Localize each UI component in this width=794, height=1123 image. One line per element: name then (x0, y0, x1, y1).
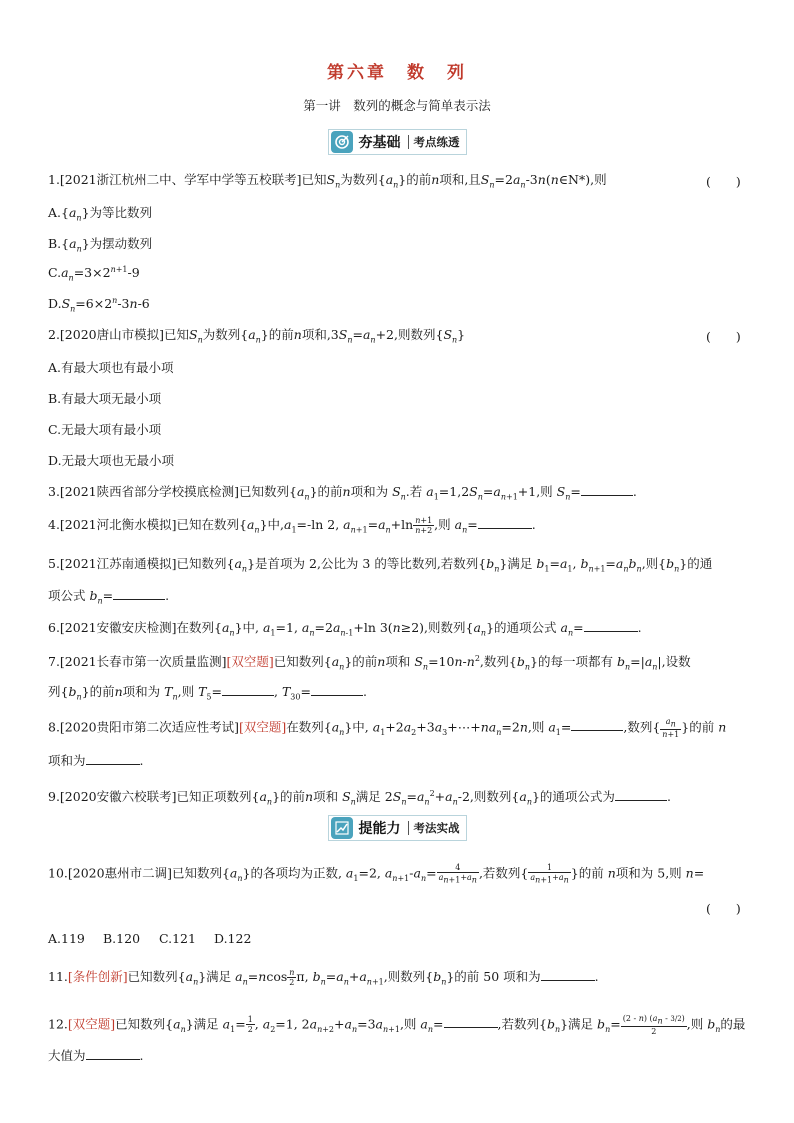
question-12: 12.[双空题]已知数列$\{a_n\}$满足 $a_1=$ $\frac{1}{2}$ , $a_2=1$, $2a_{n+2}+a_n=3a_{n+1}$,则 $a_n=$ ,若数列$\{b_n\}$满足 $b_n=$ $\frac{(2 - n) (a_n - 3/2)}{2}$ ,则 $b_n$的最 (48, 1014, 746, 1036)
q10-option-a: A.119 (48, 931, 85, 946)
basic-banner-subtitle: 考点练透 (413, 135, 460, 149)
tag-condition-innovation: [条件创新] (67, 969, 128, 984)
tag-double-blank: [双空题] (226, 654, 274, 670)
answer-paren-1: ( ) (706, 174, 741, 189)
answer-paren-2: ( ) (706, 329, 741, 344)
q1-option-c: $C.a_n=3\times 2^{n+1}-9$ (48, 265, 140, 283)
question-5: 5.[2021江苏南通模拟]已知数列$\{a_n\}$是首项为 2,公比为 3 的等比数列,若数列$\{b_n\}$满足 $b_1=a_1$, $b_{n+1}=a_nb_n$,则$\{b_n\}$的通 (48, 556, 713, 574)
trend-chart-icon (331, 817, 353, 839)
advanced-banner-subtitle: 考法实战 (413, 821, 460, 835)
section-title: 第一讲 数列的概念与简单表示法 (303, 98, 491, 113)
tag-double-blank: [双空题] (67, 1016, 116, 1032)
q2-option-d: D.无最大项也无最小项 (48, 453, 175, 468)
q1-option-d: $D.S_n=6\times 2^n-3n-6$ (48, 296, 150, 314)
question-4: 4.[2021河北衡水模拟]已知在数列$\{a_n\}$中$,a_1=-\ln$ 2, $a_{n+1}=a_n+\ln$ $\frac{n+1}{n+2}$ ,则 $a_n=$ . (48, 516, 536, 535)
question-1: 1.[2021浙江杭州二中、学军中学等五校联考]已知$S_n$为数列$\{a_n\}$的前n项和,且$S_n=2a_n-3n(n\in N*)$,则 (48, 172, 607, 190)
basic-banner-title: 夯基础 (358, 135, 401, 151)
question-10: 10.[2020惠州市二调]已知数列$\{a_n\}$的各项均为正数, $a_1=2$, $a_{n+1}-a_n=$ $\frac{4}{a_{n+1}+a_n}$ ,若数列{ $\frac{1}{a_{n+1}+a_n}$ }的前 n项和为 5,则 n= (48, 863, 705, 885)
q10-option-c: C.121 (159, 931, 196, 946)
question-6: 6.[2021安徽安庆检测]在数列$\{a_n\}$中, $a_1=1$, $a_n=2a_{n-1}+\ln$ 3(n≥2),则数列$\{a_n\}$的通项公式 $a_n=$ . (48, 620, 642, 638)
advanced-banner-title: 提能力 (358, 821, 401, 837)
q10-option-d: D.122 (214, 931, 252, 946)
question-7-line-2: 列$\{b_n\}$的前n项和为 $T_n$,则 $T_5=$ , $T_{30}=$ . (48, 684, 367, 702)
advanced-banner (0, 815, 794, 841)
chapter-title: 第六章 数 列 (327, 63, 467, 83)
target-icon (331, 131, 353, 153)
question-5-line-2: 项公式 $b_n=$ . (48, 588, 170, 606)
answer-paren-10: ( ) (706, 901, 741, 916)
question-9: 9.[2020安徽六校联考]已知正项数列$\{a_n\}$的前n项和 $S_n$满足 $2S_n=a_n^2+a_n-2$,则数列$\{a_n\}$的通项公式为 . (48, 789, 671, 807)
question-8-line-2: 项和为 . (48, 753, 144, 768)
question-12-line-2: 大值为 . (48, 1048, 144, 1063)
question-2: 2.[2020唐山市模拟]已知$S_n$为数列$\{a_n\}$的前n项和$,3S_n=a_n+2$,则数列$\{S_n\}$ (48, 327, 466, 345)
q2-option-a: A.有最大项也有最小项 (48, 360, 174, 375)
question-3: 3.[2021陕西省部分学校摸底检测]已知数列$\{a_n\}$的前n项和为 $S_n$.若 $a_1=1,2S_n=a_{n+1}+1$,则 $S_n=$ . (48, 484, 637, 502)
basic-banner (0, 129, 794, 155)
question-11: 11.[条件创新]已知数列$\{a_n\}$满足 $a_n=ncos$ $\frac{n}{2}$ π, $b_n=a_n+a_{n+1}$,则数列$\{b_n\}$的前 50 项和为 . (48, 968, 599, 987)
q10-option-b: B.120 (103, 931, 141, 946)
q2-option-b: B.有最大项无最小项 (48, 391, 162, 406)
question-8: 8.[2020贵阳市第二次适应性考试][双空题]在数列$\{a_n\}$中, $a_1+2a_2+3a_3+\cdots+na_n=2n$,则 $a_1=$ ,数列{ $\frac{a_n}{n+1}$ }的前 n (48, 717, 727, 739)
q1-option-b: $B.\{a_n\}$为摆动数列 (48, 236, 153, 254)
tag-double-blank: [双空题] (239, 719, 287, 735)
q1-option-a: $A.\{a_n\}$为等比数列 (48, 205, 153, 223)
question-7: 7.[2021长春市第一次质量监测][双空题]已知数列$\{a_n\}$的前n项和 $S_n=10n-n^2$,数列$\{b_n\}$的每一项都有 $b_n=|a_n|$,设数 (48, 654, 691, 672)
q2-option-c: C.无最大项有最小项 (48, 422, 162, 437)
